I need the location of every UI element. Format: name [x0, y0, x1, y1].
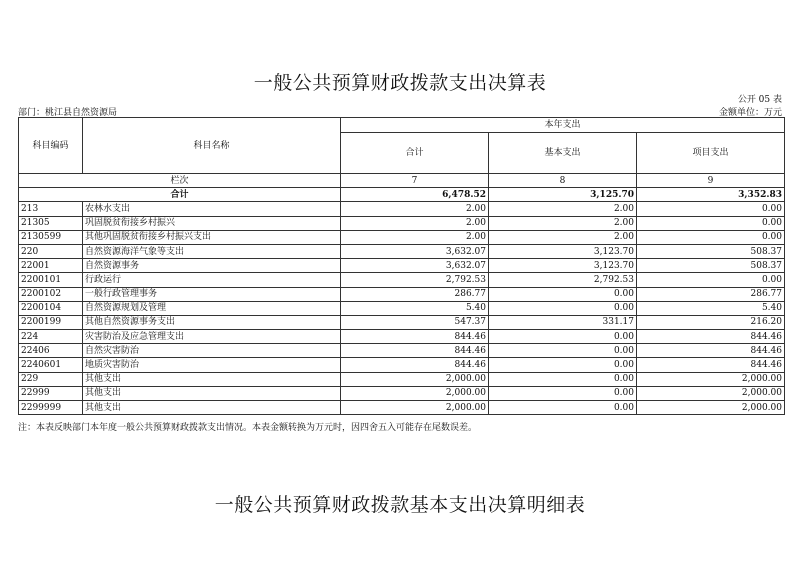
- department-label: 部门：桃江县自然资源局: [18, 108, 118, 118]
- cell-code: 2130599: [19, 230, 83, 244]
- cell-name: 其他支出: [83, 386, 341, 400]
- total-row-basic: 3,125.70: [489, 188, 637, 202]
- cell-total: 3,632.07: [341, 259, 489, 273]
- cell-total: 2.00: [341, 202, 489, 216]
- cell-total: 547.37: [341, 315, 489, 329]
- form-number: 公开 05 表: [737, 95, 782, 105]
- table-row: [19, 230, 785, 244]
- cell-code: 229: [19, 372, 83, 386]
- cell-name: 农林水支出: [83, 202, 341, 216]
- column-index-8: 8: [489, 174, 637, 188]
- cell-total: 3,632.07: [341, 244, 489, 258]
- table-row: [19, 301, 785, 315]
- cell-project: 2,000.00: [637, 401, 785, 415]
- cell-code: 22999: [19, 386, 83, 400]
- cell-code: 22406: [19, 344, 83, 358]
- cell-project: 286.77: [637, 287, 785, 301]
- cell-name: 自然资源规划及管理: [83, 301, 341, 315]
- cell-total: 2,000.00: [341, 386, 489, 400]
- cell-basic: 0.00: [489, 358, 637, 372]
- cell-basic: 2.00: [489, 216, 637, 230]
- cell-name: 其他巩固脱贫衔接乡村振兴支出: [83, 230, 341, 244]
- cell-total: 844.46: [341, 330, 489, 344]
- cell-code: 2200101: [19, 273, 83, 287]
- cell-total: 2.00: [341, 216, 489, 230]
- cell-project: 0.00: [637, 273, 785, 287]
- table-row: [19, 216, 785, 230]
- column-index-9: 9: [637, 174, 785, 188]
- cell-name: 自然资源海洋气象等支出: [83, 244, 341, 258]
- cell-project: 2,000.00: [637, 386, 785, 400]
- table-row: [19, 330, 785, 344]
- table-row: [19, 315, 785, 329]
- table-row: [19, 372, 785, 386]
- cell-basic: 3,123.70: [489, 244, 637, 258]
- next-section-title: 一般公共预算财政拨款基本支出决算明细表: [214, 494, 586, 516]
- header-code: 科目编码: [19, 118, 83, 174]
- table-row: [19, 386, 785, 400]
- cell-project: 216.20: [637, 315, 785, 329]
- cell-name: 其他自然资源事务支出: [83, 315, 341, 329]
- total-row-project: 3,352.83: [637, 188, 785, 202]
- cell-basic: 2.00: [489, 202, 637, 216]
- table-row: [19, 287, 785, 301]
- cell-project: 0.00: [637, 202, 785, 216]
- cell-name: 地质灾害防治: [83, 358, 341, 372]
- unit-label: 金额单位：万元: [718, 108, 782, 118]
- cell-basic: 0.00: [489, 344, 637, 358]
- cell-code: 2200199: [19, 315, 83, 329]
- page-title: 一般公共预算财政拨款支出决算表: [253, 72, 547, 94]
- cell-project: 844.46: [637, 358, 785, 372]
- cell-name: 自然资源事务: [83, 259, 341, 273]
- cell-code: 2200104: [19, 301, 83, 315]
- table-row: [19, 244, 785, 258]
- cell-project: 5.40: [637, 301, 785, 315]
- cell-project: 844.46: [637, 330, 785, 344]
- cell-project: 2,000.00: [637, 372, 785, 386]
- cell-project: 0.00: [637, 230, 785, 244]
- cell-code: 2299999: [19, 401, 83, 415]
- cell-total: 2,000.00: [341, 372, 489, 386]
- cell-project: 508.37: [637, 259, 785, 273]
- cell-code: 220: [19, 244, 83, 258]
- header-project: 项目支出: [637, 133, 785, 174]
- cell-basic: 0.00: [489, 301, 637, 315]
- cell-code: 2240601: [19, 358, 83, 372]
- cell-name: 巩固脱贫衔接乡村振兴: [83, 216, 341, 230]
- cell-total: 2,000.00: [341, 401, 489, 415]
- cell-project: 0.00: [637, 216, 785, 230]
- expenditure-table: [18, 117, 785, 415]
- cell-name: 行政运行: [83, 273, 341, 287]
- header-year-expenditure: 本年支出: [341, 118, 785, 133]
- cell-basic: 3,123.70: [489, 259, 637, 273]
- cell-name: 一般行政管理事务: [83, 287, 341, 301]
- cell-total: 5.40: [341, 301, 489, 315]
- cell-name: 其他支出: [83, 401, 341, 415]
- cell-code: 224: [19, 330, 83, 344]
- cell-total: 286.77: [341, 287, 489, 301]
- cell-code: 2200102: [19, 287, 83, 301]
- cell-basic: 2.00: [489, 230, 637, 244]
- cell-project: 844.46: [637, 344, 785, 358]
- table-row: [19, 259, 785, 273]
- cell-basic: 2,792.53: [489, 273, 637, 287]
- cell-total: 2,792.53: [341, 273, 489, 287]
- header-total: 合计: [341, 133, 489, 174]
- table-row: [19, 202, 785, 216]
- cell-project: 508.37: [637, 244, 785, 258]
- table-row: [19, 344, 785, 358]
- cell-name: 自然灾害防治: [83, 344, 341, 358]
- cell-basic: 0.00: [489, 372, 637, 386]
- cell-total: 844.46: [341, 358, 489, 372]
- cell-name: 灾害防治及应急管理支出: [83, 330, 341, 344]
- column-index-7: 7: [341, 174, 489, 188]
- header-name: 科目名称: [83, 118, 341, 174]
- header-basic: 基本支出: [489, 133, 637, 174]
- column-index-label: 栏次: [19, 174, 341, 188]
- cell-code: 213: [19, 202, 83, 216]
- cell-code: 22001: [19, 259, 83, 273]
- cell-code: 21305: [19, 216, 83, 230]
- cell-basic: 0.00: [489, 401, 637, 415]
- table-note: 注：本表反映部门本年度一般公共预算财政拨款支出情况。本表金额转换为万元时，因四舍五入可能存在尾数误差。: [18, 423, 478, 433]
- table-row: [19, 401, 785, 415]
- table-row: [19, 358, 785, 372]
- total-row-label: 合计: [19, 188, 341, 202]
- table-row: [19, 273, 785, 287]
- cell-basic: 0.00: [489, 287, 637, 301]
- cell-basic: 331.17: [489, 315, 637, 329]
- total-row-total: 6,478.52: [341, 188, 489, 202]
- cell-total: 2.00: [341, 230, 489, 244]
- cell-basic: 0.00: [489, 386, 637, 400]
- cell-total: 844.46: [341, 344, 489, 358]
- cell-name: 其他支出: [83, 372, 341, 386]
- cell-basic: 0.00: [489, 330, 637, 344]
